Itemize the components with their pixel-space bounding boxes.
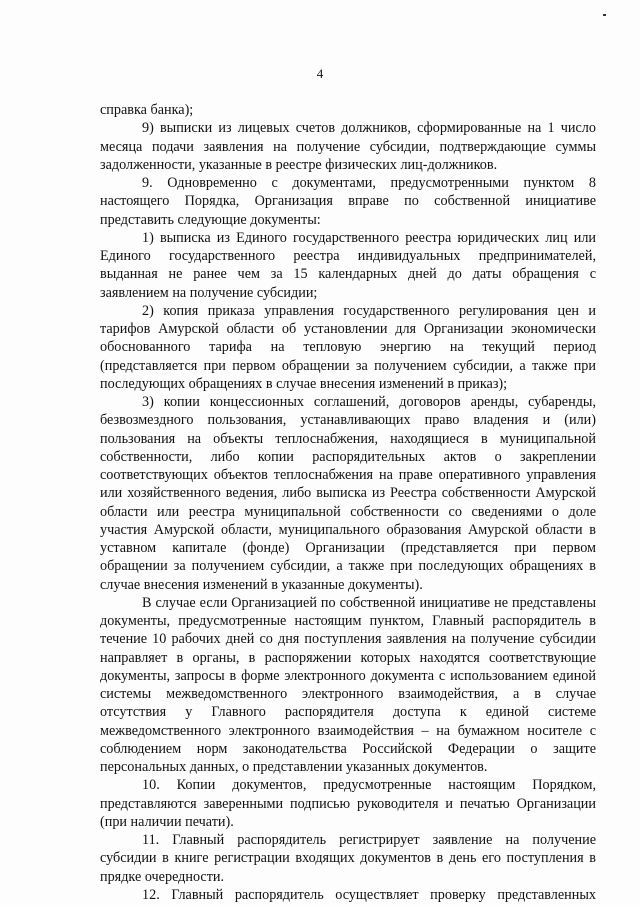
text-line: системы межведомственного электронного взаимодействия, а в случае [100,686,596,702]
text-line: тарифов Амурской области об установлении для Организации экономически [100,321,596,337]
text-line: 9) выписки из лицевых счетов должников, сформированные на 1 число [142,120,596,137]
text-line: выданная не ранее чем за 15 календарных дней до даты обращения с [100,266,596,283]
text-line: отсутствия у Главного распорядителя доступа к единой системе [100,704,596,721]
text-line: случае внесения изменений в указанные документы). [100,576,423,593]
text-line: документы, предусмотренные настоящим пунктом, Главный распорядитель в [100,613,596,629]
text-line: настоящего Порядка, Организация вправе по собственной инициативе [100,193,596,210]
text-line: уставном капитале (фонде) Организации (представляется при первом [100,540,596,556]
text-line: последующих обращениях в случае внесения изменений в приказ); [100,375,508,392]
text-line: пользования на объекты теплоснабжения, находящиеся в муниципальной [100,430,596,447]
text-line: 10. Копии документов, предусмотренные настоящим Порядком, [142,777,596,794]
text-line: справка банка); [100,102,194,118]
text-line: месяца подачи заявления на получение субсидии, подтверждающие суммы [100,138,596,155]
text-line: субсидии в книге регистрации входящих документов в день его поступления в [100,850,596,867]
text-line: 3) копии концессионных соглашений, договоров аренды, субаренды, [142,394,596,410]
text-line: безвозмездного пользования, устанавливающих право владения и (или) [100,412,596,429]
text-line: прядке очередности. [100,868,225,885]
text-line: течение 10 рабочих дней со дня поступления заявления на получение субсидии [100,631,596,648]
text-line: представляются заверенными подписью руководителя и печатью Организации [100,795,596,812]
text-line: обоснованного тарифа на тепловую энергию на текущий период [100,339,596,356]
text-line: В случае если Организацией по собственной инициативе не представлены [142,594,596,611]
text-line: или хозяйственного ведения, либо выписка из Реестра собственности Амурской [100,485,596,502]
text-line: документы, запросы в форме электронного документа с использованием единой [100,667,596,684]
text-line: собственности, либо копии распорядительных актов о закреплении [100,448,596,465]
text-line: межведомственного электронного взаимодействия – на бумажном носителе с [100,722,596,739]
text-line: 2) копия приказа управления государственного регулирования цен и [142,302,596,319]
text-line: 11. Главный распорядитель регистрирует заявление на получение [142,832,596,848]
text-line: задолженности, указанные в реестре физических лиц-должников. [100,156,498,173]
body-text [100,101,596,904]
scan-mark [603,14,606,16]
text-line: обращении за получением субсидии, а также при последующих обращениях в [100,558,596,575]
text-line: (при наличии печати). [100,813,234,830]
text-line: Единого государственного реестра индивидуальных предпринимателей, [100,248,596,264]
text-line: представить следующие документы: [100,211,321,228]
text-line: соответствующих объектов теплоснабжения на праве оперативного управления [100,467,596,483]
text-line: 12. Главный распорядитель осуществляет проверку представленных [142,886,596,903]
text-line: соблюдением норм законодательства Российской Федерации о защите [100,740,596,757]
text-line: участия Амурской области, муниципального образования Амурской области в [100,521,596,538]
text-line: (представляется при первом обращении за получением субсидии, а также при [100,357,596,374]
text-line: 9. Одновременно с документами, предусмотренными пунктом 8 [142,175,596,191]
text-line: заявлением на получение субсидии; [100,284,318,301]
page-number: 4 [316,66,324,81]
text-line: направляет в органы, в распоряжении которых находятся соответствующие [100,649,596,666]
text-line: области или реестра муниципальной собственности со сведениями о доле [100,503,596,520]
text-line: персональных данных, о представлении указанных документов. [100,759,488,775]
text-line: 1) выписка из Единого государственного реестра юридических лиц или [142,229,596,246]
